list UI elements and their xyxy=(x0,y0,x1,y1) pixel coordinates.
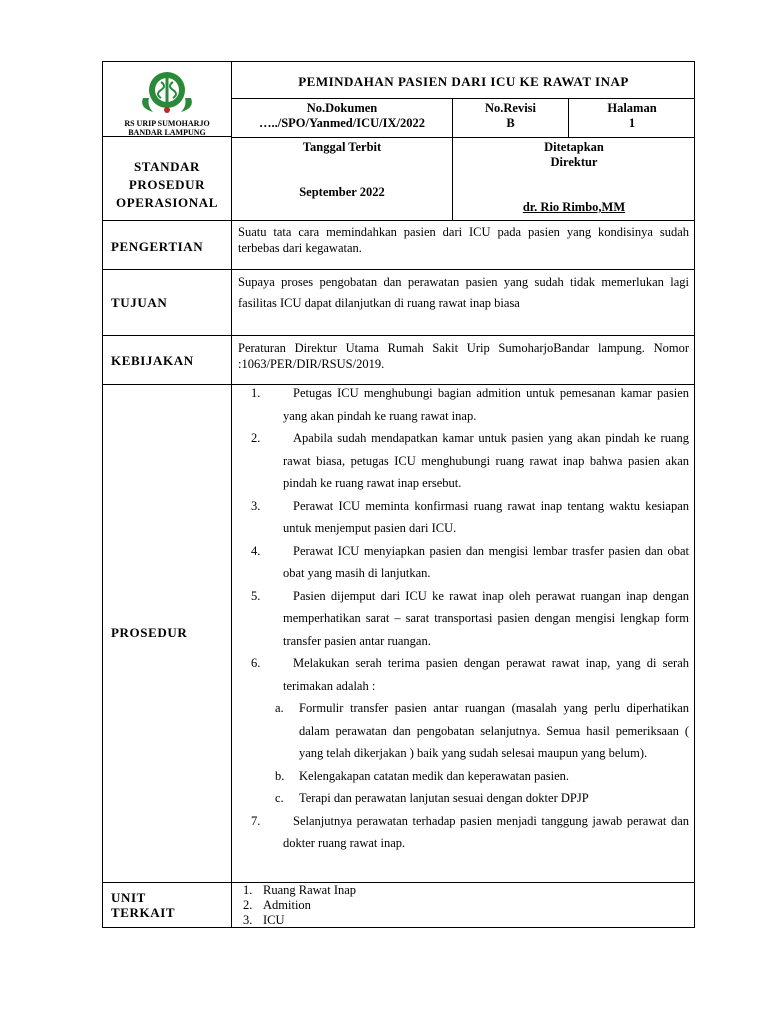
section-label-tujuan: TUJUAN xyxy=(111,295,168,310)
row-divider xyxy=(103,269,695,270)
doc-number-block xyxy=(232,101,452,131)
section-label-prosedur: PROSEDUR xyxy=(111,625,188,640)
issue-date-label: Tanggal Terbit xyxy=(302,140,382,154)
procedure-step: 7. Selanjutnya perawatan terhadap pasien menjadi tanggung jawab perawat dan dokter ruang rawat inap. xyxy=(251,813,689,850)
approval-role: Direktur xyxy=(550,155,598,169)
row-divider xyxy=(103,335,695,336)
document-title: PEMINDAHAN PASIEN DARI ICU KE RAWAT INAP xyxy=(298,74,629,89)
row-divider xyxy=(231,137,695,138)
unit-item: 2. Admition xyxy=(243,898,311,912)
procedure-step: 1. Petugas ICU menghubungi bagian admition untuk pemesanan kamar pasien yang akan pindah ke ruang rawat inap. xyxy=(251,386,689,423)
unit-item: 1. Ruang Rawat Inap xyxy=(243,883,357,897)
procedure-substep: c. Terapi dan perawatan lanjutan sesuai dengan dokter DPJP xyxy=(275,791,589,805)
hospital-logo-block xyxy=(103,62,231,136)
section-text-kebijakan: Peraturan Direktur Utama Rumah Sakit Urip SumoharjoBandar lampung. Nomor :1063/PER/DIR/RSUS/2019. xyxy=(238,341,689,371)
section-text-pengertian: Suatu tata cara memindahkan pasien dari ICU pada pasien yang kondisinya sudah terbebas dari kegawatan. xyxy=(238,225,689,255)
procedure-step: 6. Melakukan serah terima pasien dengan perawat rawat inap, yang di serah terimakan adalah : xyxy=(251,656,689,693)
unit-item: 3. ICU xyxy=(243,913,285,927)
procedure-substep: b. Kelengakapan catatan medik dan keperawatan pasien. xyxy=(275,768,570,783)
hospital-name-line1: RS URIP SUMOHARJO xyxy=(124,119,210,128)
sop-document xyxy=(102,61,695,928)
doc-number-label: No.Dokumen xyxy=(306,101,378,115)
procedure-step: 3. Perawat ICU meminta konfirmasi ruang rawat inap tentang waktu kesiapan untuk menjemput pasien dari ICU. xyxy=(251,498,689,535)
unit-list xyxy=(243,883,689,928)
sop-label xyxy=(103,158,231,212)
page-block xyxy=(569,101,695,131)
page-value: 1 xyxy=(628,116,636,130)
sop-label-line1: STANDAR xyxy=(133,159,201,174)
section-label-kebijakan: KEBIJAKAN xyxy=(111,353,194,368)
procedure-list xyxy=(243,382,689,855)
procedure-step: 5. Pasien dijemput dari ICU ke rawat inap oleh perawat ruangan inap dengan memperhatikan sarat – sarat transportasi pasien dengan mengisi lengkap form transfer pasien antar ruangan. xyxy=(251,588,689,648)
revision-label: No.Revisi xyxy=(484,101,537,115)
hospital-logo-icon xyxy=(137,68,197,116)
sop-label-line2: PROSEDUR xyxy=(128,177,206,192)
revision-value: B xyxy=(506,116,515,130)
revision-block xyxy=(453,101,568,131)
procedure-step: 4. Perawat ICU menyiapkan pasien dan mengisi lembar trasfer pasien dan obat obat yang masih di lanjutkan. xyxy=(251,543,689,580)
section-label-pengertian: PENGERTIAN xyxy=(111,239,204,254)
hospital-name-line2: BANDAR LAMPUNG xyxy=(128,128,206,137)
sop-label-line3: OPERASIONAL xyxy=(116,195,218,210)
procedure-substep: a. Formulir transfer pasien antar ruangan (masalah yang perlu diperhatikan dalam perawatan dan pengobatan selanjutnya. Semua hasil pemeriksaan ( yang telah dikerjakan ) baik yang sudah selesai maupun yang belum). xyxy=(275,701,689,760)
page-label: Halaman xyxy=(607,101,657,115)
section-text-tujuan: Supaya proses pengobatan dan perawatan pasien yang sudah tidak memerlukan lagi fasilitas ICU dapat dilanjutkan di ruang rawat inap biasa xyxy=(238,275,689,310)
issue-date-value: September 2022 xyxy=(299,185,385,199)
approval-block xyxy=(453,140,695,170)
row-divider xyxy=(231,98,695,99)
section-label-unit: UNIT TERKAIT xyxy=(111,890,176,920)
approver-name: dr. Rio Rimbo,MM xyxy=(522,200,626,214)
doc-number-value: …../SPO/Yanmed/ICU/IX/2022 xyxy=(259,116,425,130)
procedure-step: 2. Apabila sudah mendapatkan kamar untuk pasien yang akan pindah ke ruang rawat biasa, petugas ICU menghubungi ruang rawat inap bahwa pasien akan pindah ke ruang rawat inap ersebut. xyxy=(251,431,689,490)
approval-label: Ditetapkan xyxy=(544,140,604,154)
row-divider xyxy=(103,220,695,221)
